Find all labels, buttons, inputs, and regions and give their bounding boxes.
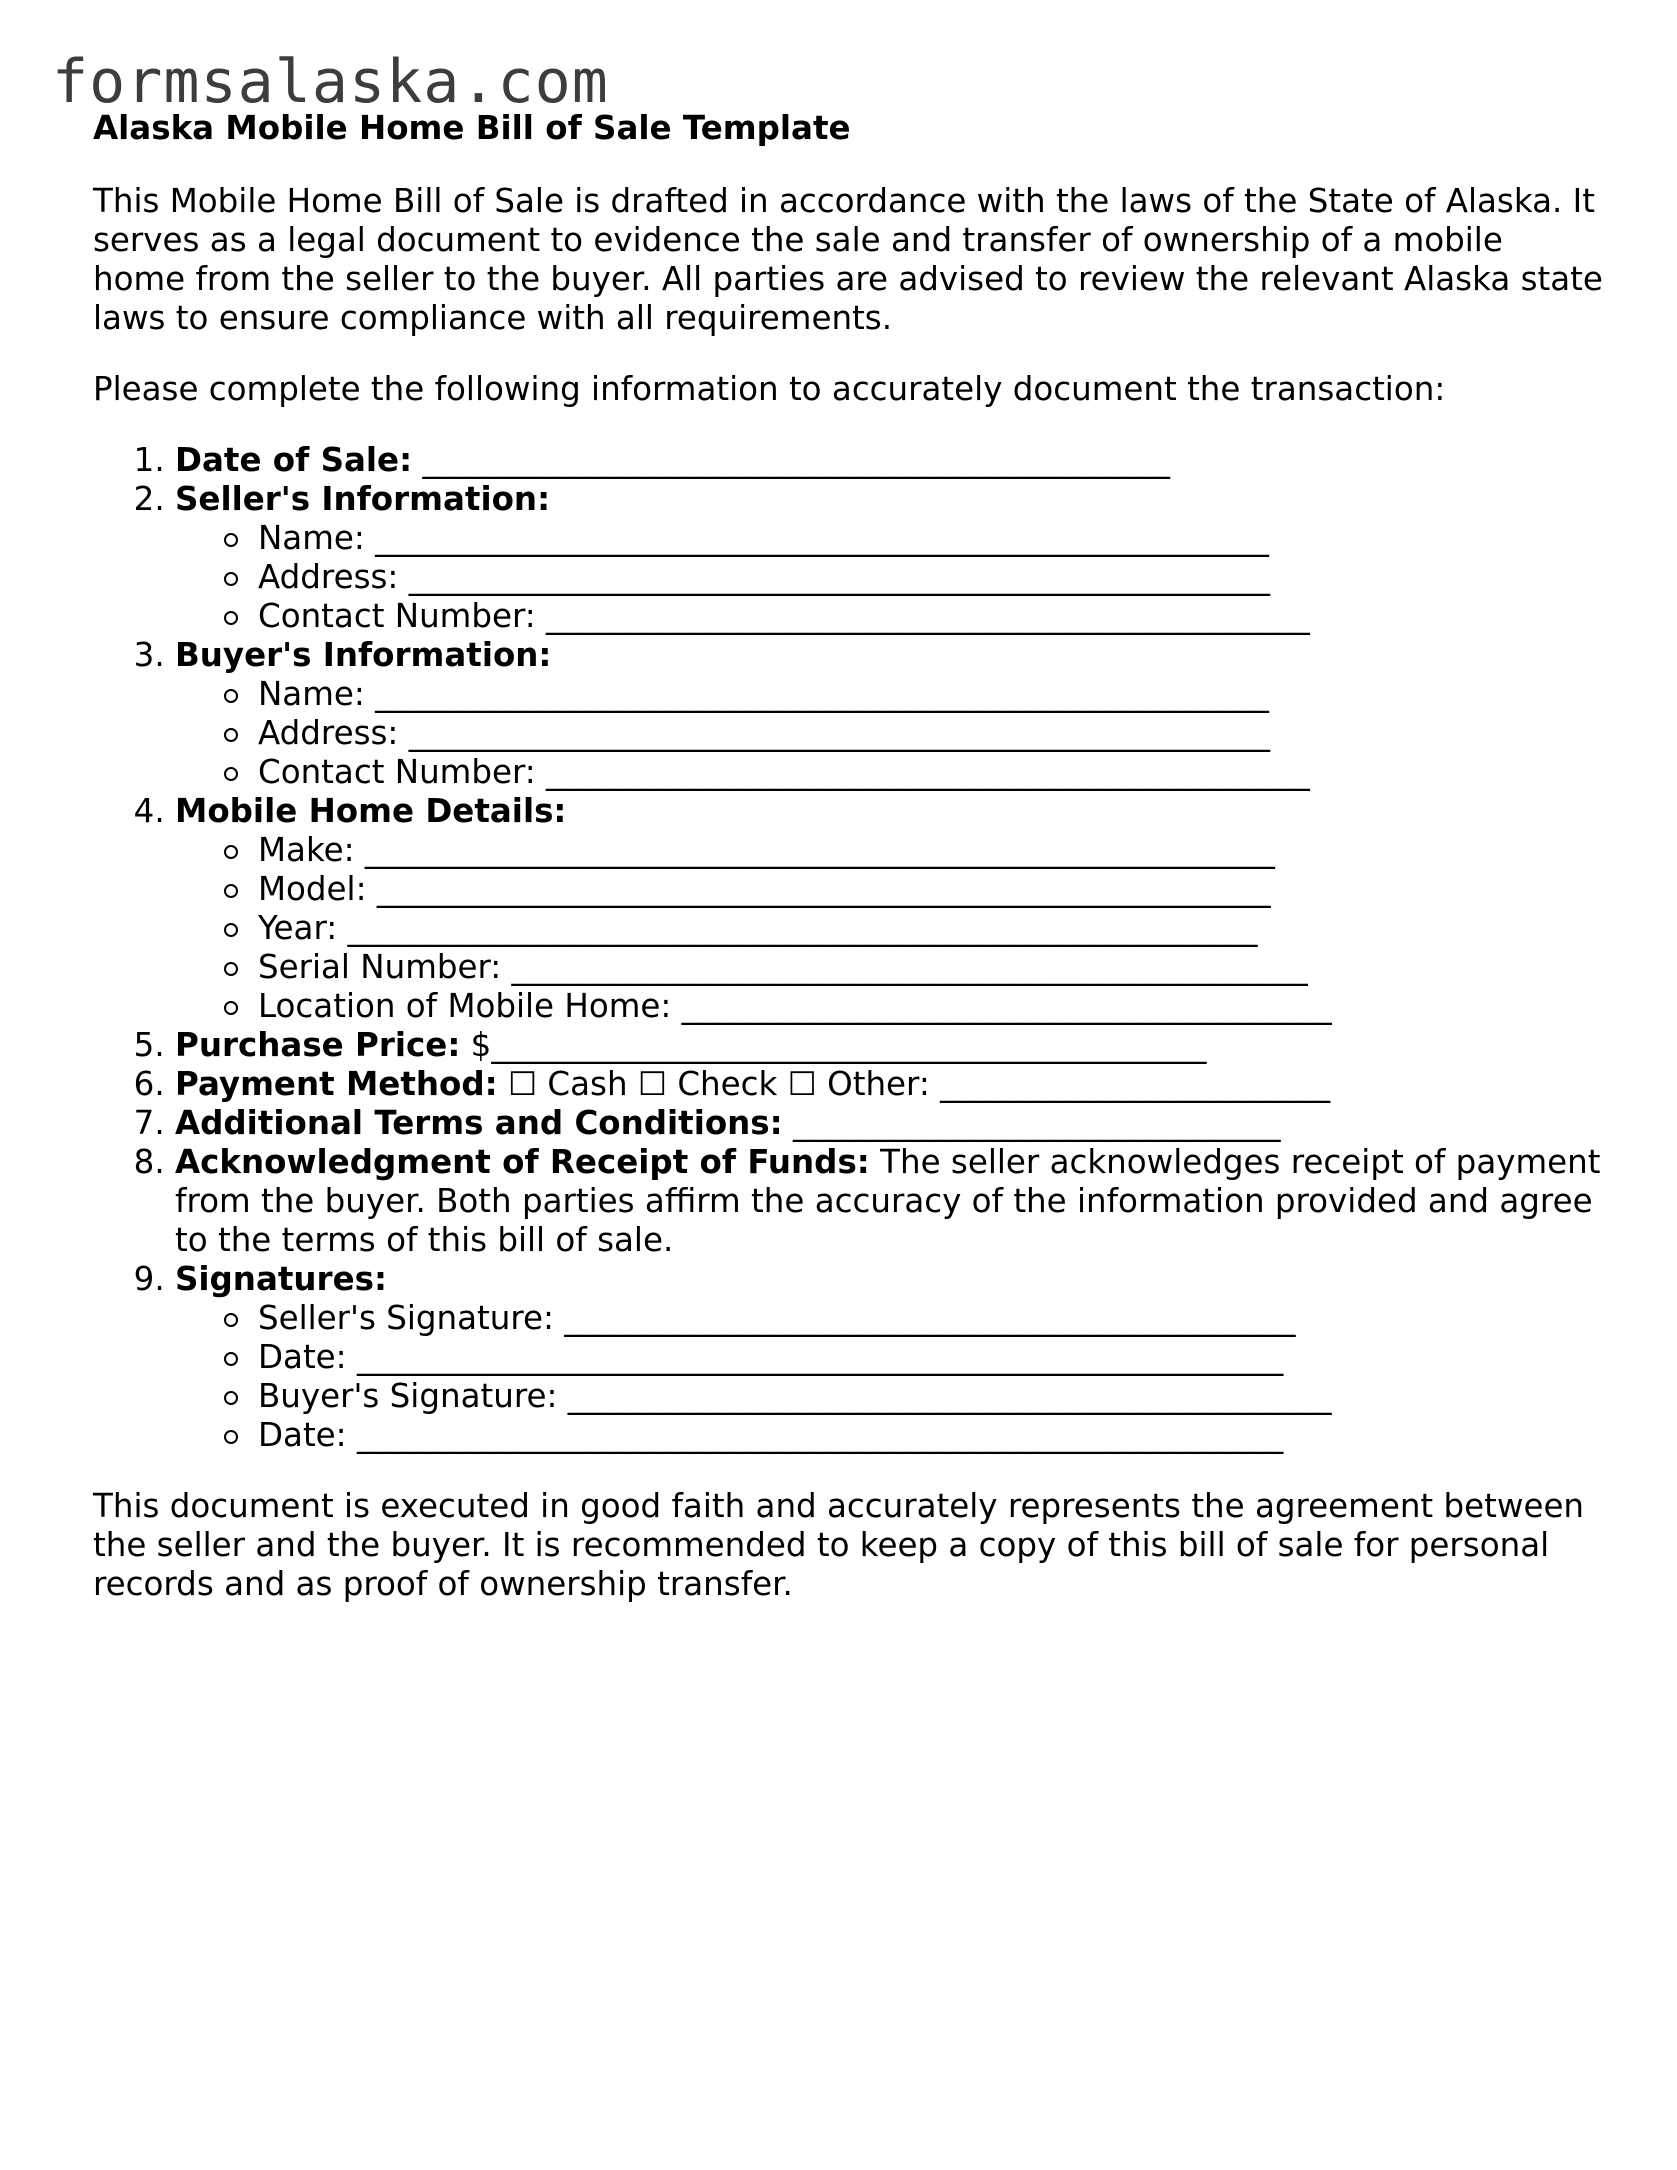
buyer-info-sublist	[175, 675, 1603, 792]
make-field[interactable]: Make: ________________________________________________________	[258, 831, 1603, 870]
buyer-name-field[interactable]: Name: _______________________________________________________	[258, 675, 1603, 714]
signatures-sublist	[175, 1299, 1603, 1455]
acknowledgment-text: The seller acknowledges receipt of payment from the buyer. Both parties affirm the accuracy of the information provided and agree to the terms of this bill of sale.	[175, 1143, 1601, 1259]
location-field[interactable]: Location of Mobile Home: ________________________________________	[258, 987, 1603, 1026]
intro-paragraph: This Mobile Home Bill of Sale is drafted in accordance with the laws of the State of Alaska. It serves as a legal document to evidence the sale and transfer of ownership of a mobile home from the seller to the buyer. All parties are advised to review the relevant Alaska state laws to ensure compliance with all requirements.	[93, 182, 1603, 337]
seller-date-field[interactable]: Date: _________________________________________________________	[258, 1338, 1603, 1377]
buyer-info-label: Buyer's Information:	[175, 636, 552, 674]
model-field[interactable]: Model: _______________________________________________________	[258, 870, 1603, 909]
list-item-date-of-sale	[175, 441, 1603, 480]
seller-address-field[interactable]: Address: _____________________________________________________	[258, 558, 1603, 597]
list-item-signatures	[175, 1260, 1603, 1455]
signatures-label: Signatures:	[175, 1260, 387, 1298]
additional-terms-field[interactable]: ______________________________	[782, 1104, 1281, 1142]
purchase-price-field[interactable]: $____________________________________________	[460, 1026, 1207, 1064]
buyer-signature-field[interactable]: Buyer's Signature: _______________________________________________	[258, 1377, 1603, 1416]
date-of-sale-label: Date of Sale:	[175, 441, 413, 479]
seller-name-field[interactable]: Name: _______________________________________________________	[258, 519, 1603, 558]
watermark-logo: formsalaska.com	[52, 47, 609, 117]
buyer-contact-field[interactable]: Contact Number: _______________________________________________	[258, 753, 1603, 792]
serial-number-field[interactable]: Serial Number: _________________________________________________	[258, 948, 1603, 987]
payment-method-options[interactable]: ☐ Cash ☐ Check ☐ Other: ________________________	[497, 1065, 1331, 1103]
purchase-price-label: Purchase Price:	[175, 1026, 461, 1064]
year-field[interactable]: Year: ________________________________________________________	[258, 909, 1603, 948]
seller-info-label: Seller's Information:	[175, 480, 551, 518]
seller-contact-field[interactable]: Contact Number: _______________________________________________	[258, 597, 1603, 636]
payment-method-label: Payment Method:	[175, 1065, 498, 1103]
date-of-sale-field[interactable]: ______________________________________________	[412, 441, 1170, 479]
list-item-buyer-info	[175, 636, 1603, 792]
list-item-additional-terms	[175, 1104, 1603, 1143]
seller-signature-field[interactable]: Seller's Signature: _____________________________________________	[258, 1299, 1603, 1338]
document-body	[93, 106, 1603, 1604]
list-item-seller-info	[175, 480, 1603, 636]
buyer-address-field[interactable]: Address: _____________________________________________________	[258, 714, 1603, 753]
mobile-home-details-sublist	[175, 831, 1603, 1026]
mobile-home-details-label: Mobile Home Details:	[175, 792, 567, 830]
list-item-mobile-home-details	[175, 792, 1603, 1026]
closing-paragraph: This document is executed in good faith and accurately represents the agreement between the seller and the buyer. It is recommended to keep a copy of this bill of sale for personal records and as proof of ownership transfer.	[93, 1487, 1585, 1603]
list-item-acknowledgment	[175, 1143, 1603, 1260]
document-title: Alaska Mobile Home Bill of Sale Template	[93, 109, 851, 147]
list-item-purchase-price	[175, 1026, 1603, 1065]
seller-info-sublist	[175, 519, 1603, 636]
additional-terms-label: Additional Terms and Conditions:	[175, 1104, 783, 1142]
instruction-paragraph: Please complete the following information to accurately document the transaction:	[93, 370, 1446, 408]
acknowledgment-label: Acknowledgment of Receipt of Funds:	[175, 1143, 870, 1181]
list-item-payment-method	[175, 1065, 1603, 1104]
form-fields-list	[93, 441, 1603, 1455]
buyer-date-field[interactable]: Date: _________________________________________________________	[258, 1416, 1603, 1455]
